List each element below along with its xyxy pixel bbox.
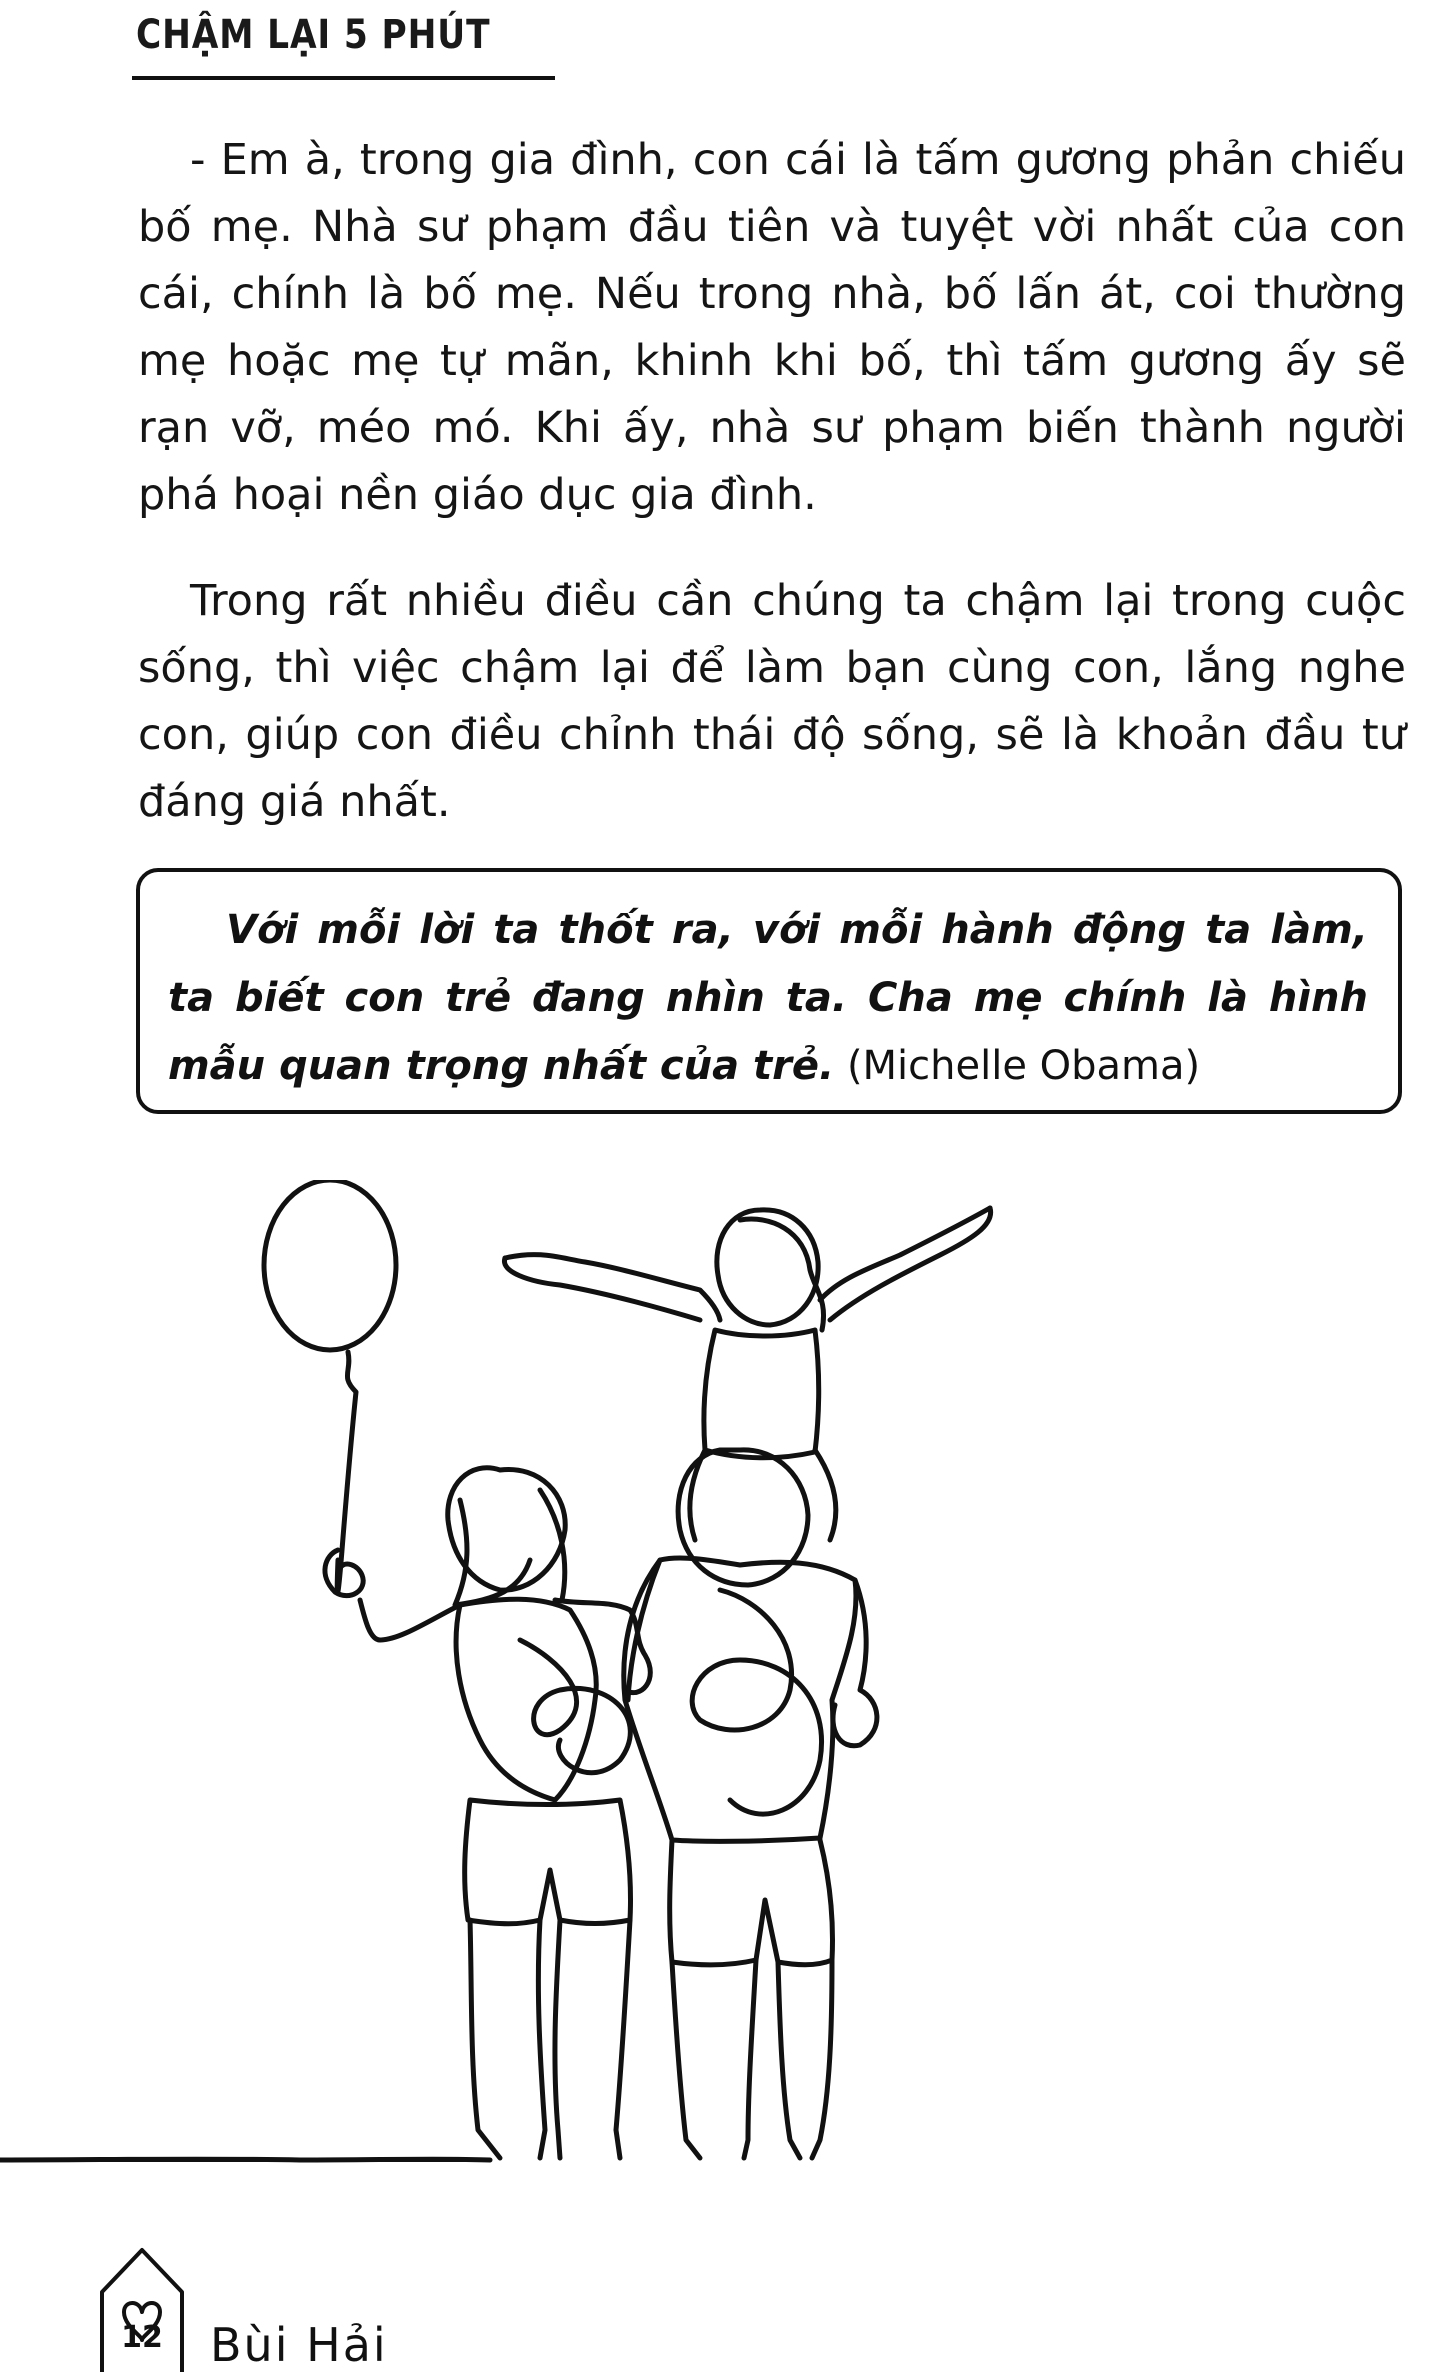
child-arms-lower (504, 1208, 990, 1320)
man-legs (672, 1960, 832, 2158)
quote-text: Với mỗi lời ta thốt ra, với mỗi hành động ta làm, ta biết con trẻ đang nhìn ta. Cha mẹ chính là hình mẫu quan trọng nhất của trẻ. (168, 907, 1368, 1089)
child-torso (704, 1330, 819, 1458)
man-scribble (692, 1590, 821, 1814)
girl-scribble (520, 1640, 630, 1773)
girl-hand (325, 1550, 363, 1596)
balloon-icon (264, 1180, 396, 1350)
running-title: CHẬM LẠI 5 PHÚT (136, 12, 491, 58)
paragraph-1: - Em à, trong gia đình, con cái là tấm gương phản chiếu bố mẹ. Nhà sư phạm đầu tiên và tuyệt vời nhất của con cái, chính là bố mẹ. Nếu trong nhà, bố lấn át, coi thường mẹ hoặc mẹ tự mãn, khinh khi bố, thì tấm gương ấy sẽ rạn vỡ, méo mó. Khi ấy, nhà sư phạm biến thành người phá hoại nền giáo dục gia đình. (138, 135, 1406, 520)
girl-shorts (465, 1800, 631, 1924)
child-head (717, 1210, 818, 1325)
child-legs (690, 1450, 836, 1540)
man-shorts (670, 1840, 833, 1965)
page-number: 12 (121, 2320, 163, 2355)
footer-rule (0, 2158, 490, 2162)
man-torso (624, 1558, 856, 1841)
girl-legs (470, 1920, 630, 2158)
balloon-string (337, 1352, 356, 1593)
quote (168, 896, 1368, 1100)
girl-hair (455, 1490, 565, 1605)
header-rule (132, 76, 555, 80)
paragraph-2: Trong rất nhiều điều cần chúng ta chậm lại trong cuộc sống, thì việc chậm lại để làm bạn cùng con, lắng nghe con, giúp con điều chỉnh thái độ sống, sẽ là khoản đầu tư đáng giá nhất. (138, 576, 1406, 827)
author-name: Bùi Hải (210, 2318, 388, 2372)
family-line-art-icon (0, 1180, 1444, 2180)
girl-arm-left (360, 1600, 460, 1640)
quote-author: (Michelle Obama) (846, 1043, 1201, 1089)
